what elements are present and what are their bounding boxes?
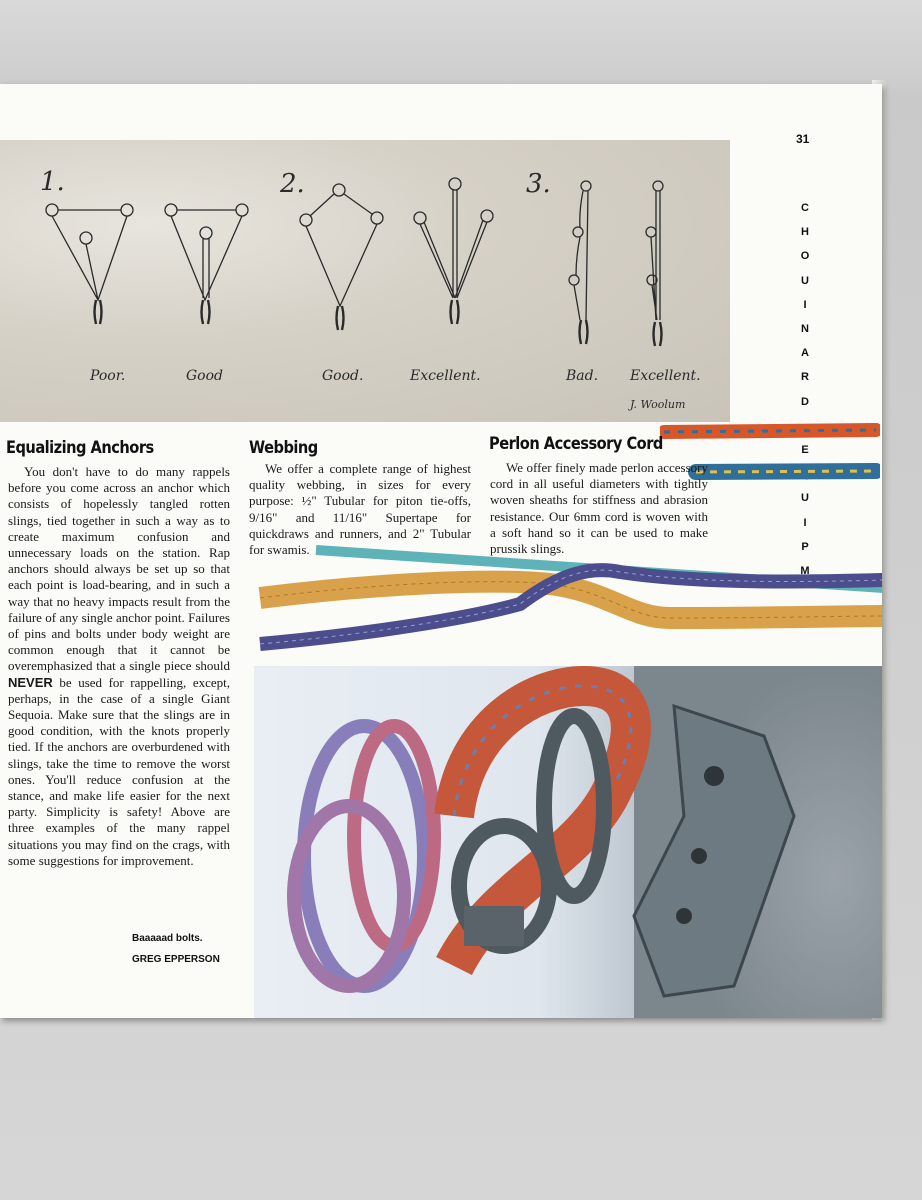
sidebar-letter: M <box>800 565 810 578</box>
heading-webbing: Webbing <box>249 438 318 458</box>
anchor-sketch-bad <box>569 181 591 344</box>
sidebar-letter: N <box>801 323 809 336</box>
anchor-sketch-good-2 <box>300 184 383 330</box>
group-number-3: 3. <box>526 169 551 199</box>
caption-text: Baaaaad bolts. <box>132 933 203 944</box>
sidebar-letter: U <box>801 492 809 505</box>
anchor-diagram <box>0 140 730 422</box>
anchor-sketch-excellent-1 <box>414 178 493 324</box>
sidebar-letter: D <box>801 395 809 408</box>
bad-bolts-photo <box>254 666 882 1018</box>
heading-equalizing-anchors: Equalizing Anchors <box>6 438 154 458</box>
group-number-2: 2. <box>280 169 305 199</box>
sidebar-letter: I <box>803 298 807 311</box>
sidebar-letter: R <box>801 371 809 384</box>
webbing-text: We offer a complete range of highest quality webbing, in sizes for every purpose: ½" Tubular for piton tie-offs, 9/16" and 11/16" Supertape for quickdraws and runners, and 2" Tubular for swamis. <box>249 461 471 558</box>
anchor-diagram-photo <box>0 140 730 422</box>
photo-caption <box>132 928 220 970</box>
perlon-text: We offer finely made perlon accessory cord in all useful diameters with tightly woven sheaths for stiffness and abrasion resistance. Our 6mm cord is woven with a soft hand so it can be used to make prussik slings. <box>490 460 708 557</box>
label-excellent-1: Excellent. <box>410 368 481 384</box>
sidebar-letter: O <box>800 250 810 263</box>
sidebar-letter: E <box>801 444 809 457</box>
equalizing-body <box>8 464 230 869</box>
heading-perlon-cord: Perlon Accessory Cord <box>489 434 663 454</box>
equalizing-text-1: You don't have to do many rappels before you come across an anchor which consists of hopelessly tangled rotten slings, tied together in such a way as to create maximum confusion and unnecessary loads on the station. Rap anchors should always be set up so that each point is load-bearing, and in such a way that no heavy impacts result from the failure of any single anchor point. Failures of pins and bolts under body weight are common enough that it cannot be overemphasized that a single piece should <box>8 464 230 674</box>
sidebar-letter: C <box>801 202 809 214</box>
label-bad: Bad. <box>566 368 599 384</box>
photo-credit: GREG EPPERSON <box>132 954 220 965</box>
anchor-sketch-excellent-2 <box>646 181 663 346</box>
webbing-image <box>250 538 882 658</box>
artist-signature: J. Woolum <box>630 398 686 411</box>
group-number-1: 1. <box>40 167 65 197</box>
emphasis-never: NEVER <box>8 674 53 690</box>
sidebar-letter: U <box>801 274 809 287</box>
label-poor: Poor. <box>90 368 126 384</box>
sidebar-letter: I <box>803 516 807 529</box>
page-number: 31 <box>796 132 810 146</box>
anchor-sketch-poor <box>46 204 133 324</box>
equalizing-text-2: be used for rappelling, except, perhaps, in the case of a single Giant Sequoia. Make sure that the slings are in good condition, with the knots properly tied. If the anchors are overburdened with slings, take the time to remove the worst ones. You'll reduce confusion at the stance, and make life easier for the next party. Simplicity is safety! Above are three examples of the many rappel situations you may find on the crags, with some suggestions for improvement. <box>8 674 230 868</box>
label-excellent-2: Excellent. <box>630 368 701 384</box>
bolts-photo-illustration <box>254 666 882 1018</box>
label-good-1: Good <box>186 368 224 384</box>
magazine-page <box>0 84 882 1018</box>
sidebar-letter: A <box>801 347 809 360</box>
sidebar-letter: T <box>801 613 809 626</box>
anchor-sketch-good-1 <box>165 204 248 324</box>
sidebar-letter: H <box>801 226 809 239</box>
sidebar-letter: P <box>801 540 809 553</box>
label-good-2: Good. <box>322 368 364 384</box>
